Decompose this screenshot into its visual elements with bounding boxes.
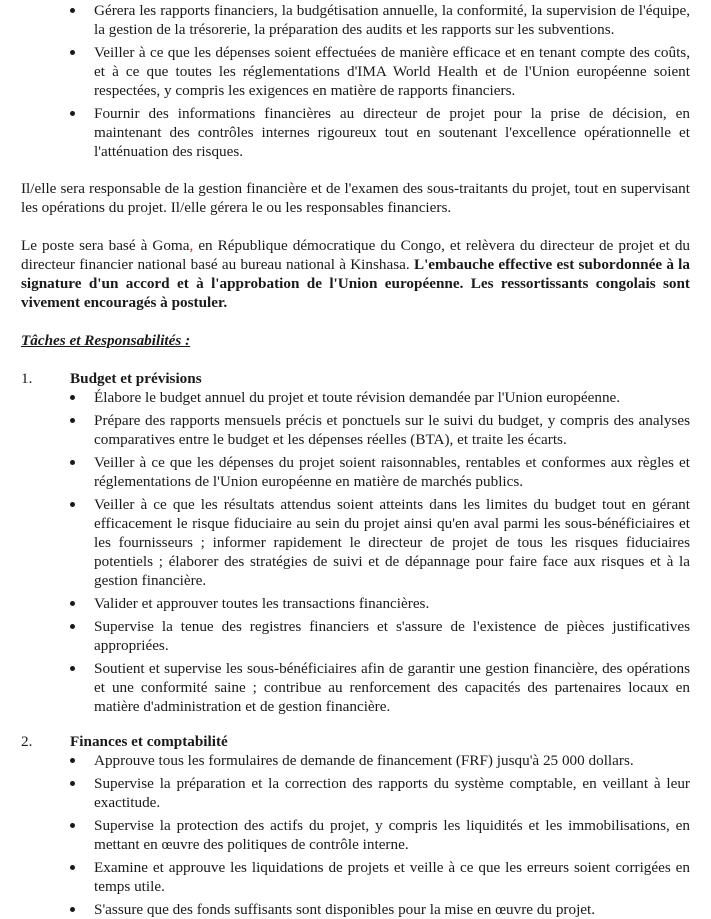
bullet-icon: [70, 907, 75, 912]
section-number: 2.: [21, 733, 33, 750]
list-item: S'assure que des fonds suffisants sont disponibles pour la mise en œuvre du projet.: [94, 900, 690, 919]
section-finance: [21, 732, 690, 919]
hiring-condition: L'embauche effective est subordonnée à la signature d'un accord et à l'approbation de l'Union européenne. Les ressortissants congolais sont vivement encouragés à postuler.: [21, 256, 690, 311]
bullet-icon: [70, 601, 75, 606]
list-item: Examine et approuve les liquidations de projets et veille à ce que les erreurs soient corrigées en temps utile.: [94, 858, 690, 896]
bullet-icon: [70, 418, 75, 423]
list-item: Valider et approuver toutes les transactions financières.: [94, 594, 690, 613]
paragraph-responsibility: Il/elle sera responsable de la gestion financière et de l'examen des sous-traitants du projet, tout en supervisant les opérations du projet. Il/elle gérera le ou les responsables financiers.: [21, 180, 690, 216]
section-title: 1. Budget et prévisions: [21, 370, 202, 387]
list-item: Approuve tous les formulaires de demande de financement (FRF) jusqu'à 25 000 dollars.: [94, 751, 690, 770]
section-number: 1.: [21, 370, 33, 387]
bullet-list: [21, 388, 690, 716]
list-item: Élabore le budget annuel du projet et toute révision demandée par l'Union européenne.: [94, 388, 690, 407]
list-item: Gérera les rapports financiers, la budgétisation annuelle, la conformité, la supervision de l'équipe, la gestion de la trésorerie, la préparation des audits et les rapports sur les subventions.: [94, 1, 690, 39]
bullet-icon: [70, 395, 75, 400]
list-item: Supervise la protection des actifs du projet, y compris les liquidités et les immobilisations, en mettant en œuvre des politiques de contrôle interne.: [94, 816, 690, 854]
document-page: [0, 1, 711, 919]
red-comma: ,: [189, 237, 194, 254]
bullet-icon: [70, 758, 75, 763]
list-item: Supervise la préparation et la correction des rapports du système comptable, en veillant à leur exactitude.: [94, 774, 690, 812]
list-item: Veiller à ce que les résultats attendus soient atteints dans les limites du budget tout en gérant efficacement le risque fiduciaire au sein du projet ainsi qu'en aval parmi les sous-bénéficiaires et les fournisseurs ; informer rapidement le directeur de projet de tous les risques fiduciaires potentiels ; élaborer des stratégies de suivi et de dépannage pour faire face aux risques et à la gestion financière.: [94, 495, 690, 590]
intro-bullet-list: [21, 1, 690, 161]
bullet-icon: [70, 502, 75, 507]
bullet-icon: [70, 823, 75, 828]
bullet-icon: [70, 666, 75, 671]
bullet-list: [21, 751, 690, 919]
list-item: Supervise la tenue des registres financiers et s'assure de l'existence de pièces justificatives appropriées.: [94, 617, 690, 655]
paragraph-location: Le poste sera basé à Goma, en République démocratique du Congo, et relèvera du directeur de projet et du directeur financier national basé au bureau national à Kinshasa. L'embauche effective est subordonnée à la signature d'un accord et à l'approbation de l'Union européenne. Les ressortissants congolais sont vivement encouragés à postuler.: [21, 237, 691, 311]
section-title: 2. Finances et comptabilité: [21, 733, 228, 750]
bullet-icon: [70, 781, 75, 786]
list-item: Fournir des informations financières au directeur de projet pour la prise de décision, en maintenant des contrôles internes rigoureux tout en soutenant l'excellence opérationnelle et l'atténuation des risques.: [94, 104, 690, 161]
bullet-icon: [70, 865, 75, 870]
bullet-icon: [70, 8, 75, 13]
list-item: Veiller à ce que les dépenses du projet soient raisonnables, rentables et conformes aux règles et réglementations de l'Union européenne en matière de marchés publics.: [94, 453, 690, 491]
section-heading: Tâches et Responsabilités :: [21, 332, 191, 349]
bullet-icon: [70, 460, 75, 465]
section-budget: [21, 369, 690, 716]
list-item: Prépare des rapports mensuels précis et ponctuels sur le suivi du budget, y compris des analyses comparatives entre le budget et les dépenses réelles (BTA), et traite les écarts.: [94, 411, 690, 449]
bullet-icon: [70, 624, 75, 629]
list-item: Soutient et supervise les sous-bénéficiaires afin de garantir une gestion financière, des opérations et une conformité saine ; contribue au renforcement des capacités des partenaires locaux en matière d'administration et de gestion financière.: [94, 659, 690, 716]
bullet-icon: [70, 50, 75, 55]
list-item: Veiller à ce que les dépenses soient effectuées de manière efficace et en tenant compte des coûts, et à ce que toutes les réglementations d'IMA World Health et de l'Union européenne soient respectées, y compris les exigences en matière de rapports financiers.: [94, 43, 690, 100]
bullet-icon: [70, 111, 75, 116]
